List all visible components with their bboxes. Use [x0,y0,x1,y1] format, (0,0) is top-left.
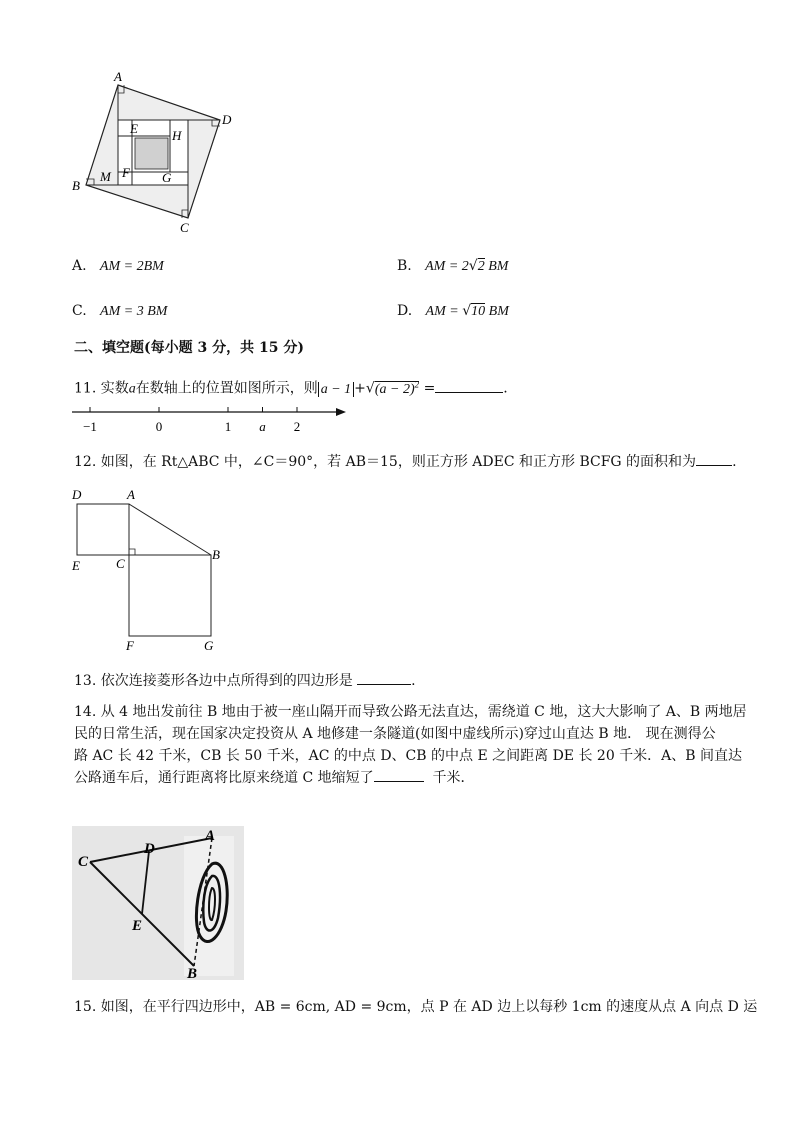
q11-plus: + [354,380,366,397]
figure-q12 [64,484,234,654]
option-a [72,255,164,278]
q14-line1: 14. 从 4 地出发前往 B 地由于被一座山隔开而导致公路无法直达，需绕道 C 地，这大大影响了 A、B 两地居 [74,704,747,720]
q14-label-D: D [144,841,155,857]
option-b-letter: B. [397,258,412,274]
q12-body: 12. 如图，在 Rt△ABC 中，∠C＝90°，若 AB＝15，则正方形 ADEC 和正方形 BCFG 的面积和为 [74,454,697,470]
q15-text: 15. 如图，在平行四边形中，AB = 6cm, AD = 9cm，点 P 在 AD 边上以每秒 1cm 的速度从点 A 向点 D 运 [74,999,758,1015]
option-d-pre: AM = [425,304,463,319]
q11-text1: 实数 [100,380,129,397]
q13-blank [357,670,411,685]
q14-line3: 路 AC 长 42 千米，CB 长 50 千米，AC 的中点 D、CB 的中点 E 之间距离 DE 长 20 千米．A、B 间直达 [74,748,743,764]
q12-blank [696,451,732,466]
q11-num: 11. [74,380,97,397]
tick-label: 0 [155,419,163,434]
option-b [397,255,508,278]
option-b-rad: 2 [477,259,485,274]
q14-line4 [74,767,475,789]
q14-blank [374,767,424,782]
q11-rad-expr: (a − 2) [374,381,415,397]
q12-label-E: E [72,558,80,573]
option-d [397,300,509,323]
q11-exp: 2 [414,379,420,389]
q14-line2: 民的日常生活，现在国家决定投资从 A 地修建一条隧道(如图中虚线所示)穿过山直达 B 地． 现在测得公 [74,726,716,742]
option-c [72,300,167,323]
option-c-expr: AM = 3 BM [100,304,168,319]
q14-line4a: 公路通车后，通行距离将比原来绕道 C 地缩短了 [74,770,374,786]
tick-label: 1 [224,419,232,434]
arrow-icon [336,408,346,416]
tick-label: −1 [83,419,97,434]
q12-label-F: F [126,638,134,653]
q11-text2: 在数轴上的位置如图所示，则 [135,380,318,397]
q12-label-A: A [127,487,135,502]
q12-label-C: C [116,556,125,571]
label-E: E [130,121,138,136]
section-heading: 二、填空题(每小题 3 分，共 15 分) [74,340,304,356]
q12-label-D: D [72,487,82,502]
figure-squares [60,68,240,238]
label-G: G [162,170,172,185]
option-a-letter: A. [72,258,87,274]
q11-eq: = [423,380,436,397]
q12-label-G: G [204,638,214,653]
q14-label-B: B [187,966,198,980]
q11-var: a [128,381,136,397]
option-c-letter: C. [72,303,87,319]
q12-end: . [732,454,737,470]
shaded-square [135,138,168,169]
q11-rad [375,381,419,397]
sqrt-icon: √ [365,380,375,397]
q12-text [74,451,737,473]
q14-label-A: A [205,828,216,844]
label-A: A [114,69,122,84]
q13-text [74,670,416,692]
tick-label: 2 [293,419,301,434]
q14-label-E: E [132,918,143,934]
figure-q14 [72,826,244,980]
q11-end: . [503,380,508,397]
label-F: F [122,165,130,180]
q11-abs: a − 1 [318,382,354,397]
q13-end: . [411,673,416,689]
option-d-post: BM [485,304,509,319]
option-a-expr: AM = 2BM [99,259,164,274]
number-line [66,400,356,436]
q13-body: 13. 依次连接菱形各边中点所得到的四边形是 [74,673,353,689]
q12-label-B: B [212,547,220,562]
option-d-letter: D. [397,303,413,319]
option-b-post: BM [484,259,509,274]
tick-label: a [259,419,266,434]
label-M: M [100,169,111,184]
label-B: B [72,178,80,193]
q11-text [74,373,508,401]
sqrt-icon: √ [462,303,472,319]
q11-blank [435,378,503,393]
label-H: H [172,128,182,143]
q14-label-C: C [78,854,89,870]
sqrt-icon: √ [468,258,478,274]
q14-line4b: 千米． [432,770,475,786]
option-d-rad: 10 [471,304,486,319]
option-b-pre: AM = 2 [425,259,469,274]
label-C: C [180,220,189,235]
label-D: D [222,112,232,127]
